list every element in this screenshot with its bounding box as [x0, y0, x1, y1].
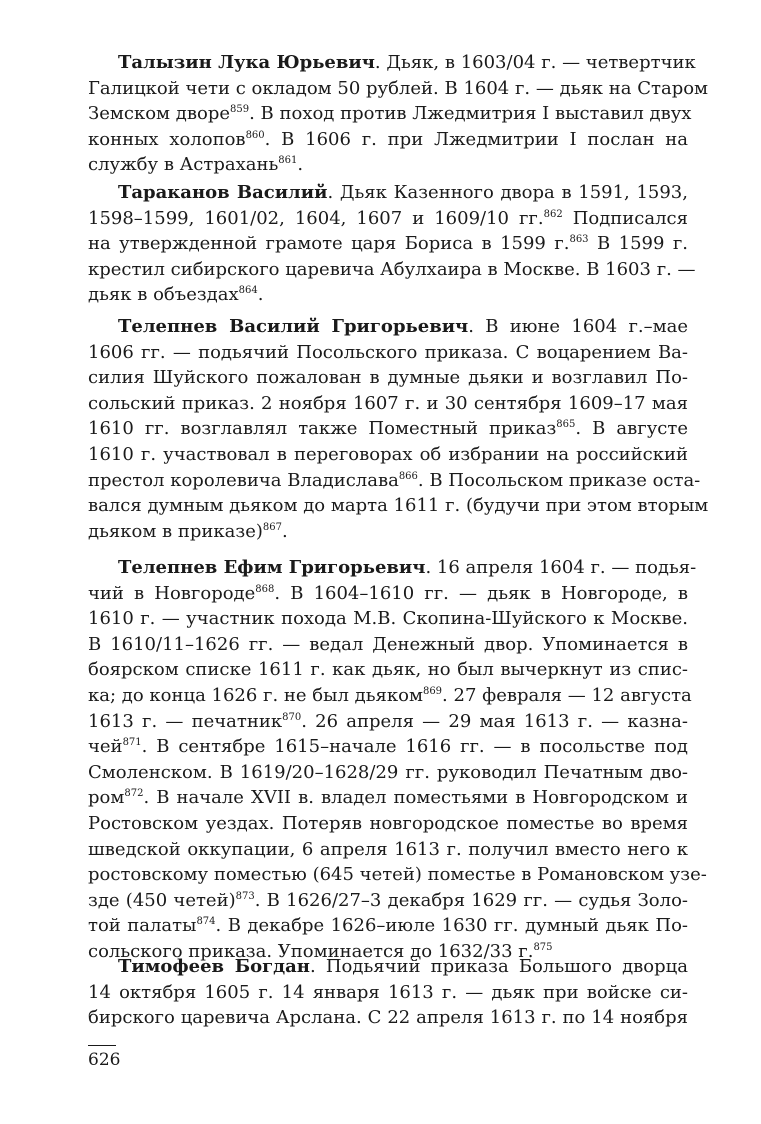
entry-text: той палаты [88, 915, 197, 937]
entry-line [88, 231, 688, 257]
footnote-ref: 874 [196, 916, 216, 928]
entry-text: . В 1626/27–3 декабря 1629 гг. — судья Золо- [254, 889, 688, 911]
entry-text: боярском списке 1611 г. как дьяк, но был вычеркнут из спис- [88, 659, 688, 681]
entry-text: . [297, 154, 304, 176]
footnote-ref: 871 [122, 737, 142, 749]
entry-text: престол королевича Владислава [88, 469, 399, 491]
entry-text: дьяк в объездах [88, 284, 239, 306]
entry-text: конных холопов [88, 128, 246, 150]
entry-text: В 1610/11–1626 гг. — ведал Денежный двор. Упоминается в [88, 633, 688, 655]
entry-text: . В начале XVII в. владел поместьями в Новгородском и [143, 787, 688, 809]
footnote-ref: 864 [238, 285, 258, 297]
entry-name: Телепнев Ефим Григорьевич [118, 557, 426, 578]
entry-line [88, 862, 707, 888]
footnote-ref: 872 [124, 788, 144, 800]
entry-text: ростовскому поместью (645 четей) поместье в Романовском узе- [88, 864, 707, 886]
footnote-ref: 865 [556, 419, 576, 431]
entry-text: . В поход против Лжедмитрия I выставил двух [249, 103, 692, 125]
entry-timofeev [88, 954, 688, 1031]
entry-line [88, 127, 688, 153]
entry-text: ром [88, 787, 125, 809]
entry-line [88, 152, 688, 178]
entry-text: сольский приказ. 2 ноября 1607 г. и 30 сентября 1609–17 мая [88, 392, 688, 414]
entry-text: . [257, 284, 264, 306]
entry-line [88, 980, 688, 1006]
footnote-ref: 863 [569, 234, 589, 246]
entry-text: крестил сибирского царевича Абулхаира в Москве. В 1603 г. — [88, 258, 696, 280]
entry-text: Дьяк Казенного двора в 1591, 1593, [339, 182, 688, 203]
entry-text: на утвержденной грамоте царя Бориса в 1599 г. [88, 233, 570, 255]
footnote-ref: 860 [245, 129, 265, 141]
entry-text: сольского приказа. Упоминается до 1632/33 г. [88, 940, 534, 962]
entry-text: бирского царевича Арслана. С 22 апреля 1613 г. по 14 ноября [88, 1007, 688, 1029]
entry-line [88, 365, 688, 391]
entry-name: Талызин Лука Юрьевич [118, 52, 375, 73]
entry-text: дьяком в приказе) [88, 520, 263, 542]
entry-text: 14 октября 1605 г. 14 января 1613 г. — дьяк при войске си- [88, 981, 688, 1003]
entry-name: Телепнев Василий Григорьевич [118, 316, 469, 337]
entry-telepnev-efim [88, 555, 707, 965]
footnote-ref: 859 [230, 104, 250, 116]
entry-line [88, 606, 688, 632]
entry-text: силия Шуйского пожалован в думные дьяки и возглавил По- [88, 367, 688, 389]
entry-name: Тимофеев Богдан [118, 956, 310, 977]
entry-line: Тимофеев Богдан. Подьячий приказа Большого дворца [118, 956, 688, 977]
footnote-ref: 861 [278, 155, 298, 167]
footnote-ref: 870 [282, 711, 302, 723]
page-number-rule [88, 1045, 116, 1046]
entry-line [88, 416, 688, 442]
footnote-ref: 869 [422, 685, 443, 697]
entry-text: 16 апреля 1604 г. — подья- [436, 557, 697, 578]
entry-text: службу в Астрахань [88, 154, 279, 176]
entry-line [88, 101, 692, 127]
entry-line [88, 468, 701, 494]
entry-text: . В августе [575, 418, 688, 440]
entry-line [88, 888, 688, 914]
entry-tarakanov [88, 180, 696, 308]
footnote-ref: 866 [398, 470, 418, 482]
footnote-ref: 873 [235, 890, 255, 902]
entry-line [88, 493, 709, 519]
entry-line [88, 760, 688, 786]
entry-line [88, 913, 688, 939]
entry-line [88, 282, 688, 308]
entry-line: Телепнев Ефим Григорьевич. 16 апреля 1604 г. — подья- [118, 557, 697, 578]
entry-line [88, 657, 688, 683]
entry-line [88, 519, 688, 545]
entry-line: Телепнев Василий Григорьевич. В июне 1604 г.–мае [118, 316, 688, 337]
entry-text: 1598–1599, 1601/02, 1604, 1607 и 1609/10 гг. [88, 207, 544, 229]
entry-text: 1610 г. участвовал в переговорах об избрании на российский [88, 443, 688, 465]
entry-text: шведской оккупации, 6 апреля 1613 г. получил вместо него к [88, 838, 688, 860]
entry-text: Подьячий приказа Большого дворца [325, 956, 688, 977]
entry-text: 1606 гг. — подьячий Посольского приказа. С воцарением Ва- [88, 341, 688, 363]
entry-telepnev-vasily [88, 314, 709, 544]
entry-text: . В сентябре 1615–начале 1616 гг. — в посольстве под [141, 736, 688, 758]
entry-text: Подписался [562, 207, 688, 229]
entry-text: В июне 1604 г.–мае [485, 316, 688, 337]
entry-line [88, 734, 688, 760]
entry-text: Дьяк, в 1603/04 г. — четвертчик [386, 52, 696, 73]
entry-line [88, 683, 692, 709]
entry-text: . В 1604–1610 гг. — дьяк в Новгороде, в [274, 582, 688, 604]
entry-talyzin [88, 50, 709, 178]
entry-line [88, 811, 688, 837]
entry-line [88, 785, 688, 811]
entry-text: 1610 г. — участник похода М.В. Скопина-Шуйского к Москве. [88, 608, 688, 630]
footnote-ref: 867 [262, 521, 282, 533]
entry-text: . 27 февраля — 12 августа [442, 684, 692, 706]
entry-text: Ростовском уездах. Потеряв новгородское поместье во время [88, 812, 688, 834]
entry-line [88, 257, 696, 283]
footnote-ref: 862 [543, 208, 563, 220]
entry-line: Талызин Лука Юрьевич. Дьяк, в 1603/04 г. — четвертчик [118, 52, 696, 73]
entry-line [88, 1005, 688, 1031]
entry-text: . В декабре 1626–июле 1630 гг. думный дьяк По- [215, 915, 688, 937]
entry-text: Галицкой чети с окладом 50 рублей. В 1604 г. — дьяк на Старом [88, 77, 709, 99]
entry-line [88, 340, 688, 366]
entry-text: . 26 апреля — 29 мая 1613 г. — казна- [301, 710, 688, 732]
entry-name: Тараканов Василий [118, 182, 328, 203]
entry-text: В 1599 г. [588, 233, 688, 255]
entry-text: Земском дворе [88, 103, 230, 125]
entry-text: вался думным дьяком до марта 1611 г. (будучи при этом вторым [88, 495, 709, 517]
page-number: 626 [88, 1050, 121, 1070]
entry-line [88, 581, 688, 607]
entry-text: Смоленском. В 1619/20–1628/29 гг. руководил Печатным дво- [88, 761, 688, 783]
entry-text: ка; до конца 1626 г. не был дьяком [88, 684, 423, 706]
entry-text: 1613 г. — печатник [88, 710, 283, 732]
entry-text: . [282, 520, 288, 542]
footnote-ref: 868 [255, 583, 275, 595]
entry-line [88, 206, 688, 232]
entry-text: 1610 гг. возглавлял также Поместный приказ [88, 418, 557, 440]
entry-text: зде (450 четей) [88, 889, 236, 911]
entry-line [88, 391, 688, 417]
entry-text: . В 1606 г. при Лжедмитрии I послан на [264, 128, 688, 150]
entry-text: чей [88, 736, 123, 758]
entry-line [88, 76, 709, 102]
entry-line [88, 837, 688, 863]
entry-line [88, 632, 688, 658]
entry-line: Тараканов Василий. Дьяк Казенного двора в 1591, 1593, [118, 182, 688, 203]
entry-text: . В Посольском приказе оста- [417, 469, 701, 491]
entry-line [88, 709, 688, 735]
entry-text: чий в Новгороде [88, 582, 256, 604]
footnote-ref: 875 [533, 941, 553, 953]
entry-line [88, 442, 688, 468]
